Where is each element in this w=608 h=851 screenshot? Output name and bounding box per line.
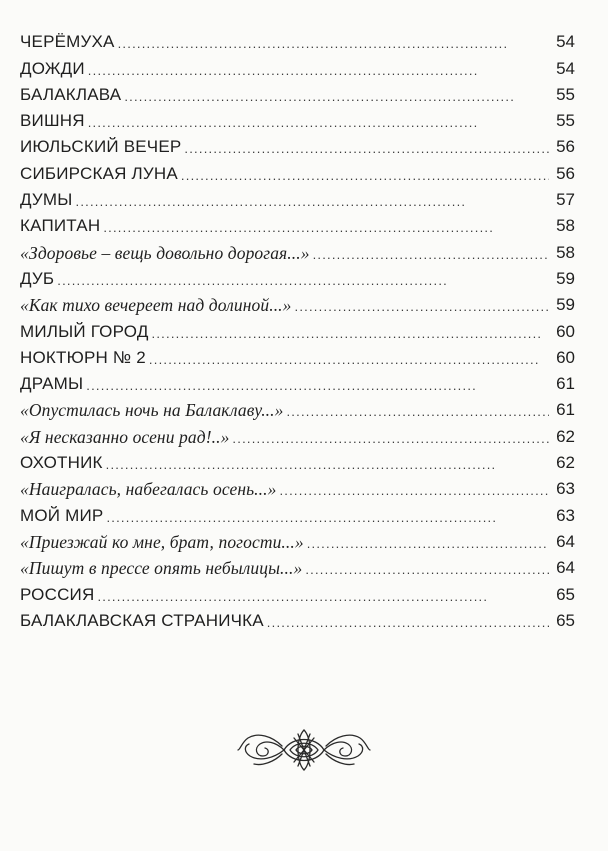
toc-entry[interactable] [20,499,575,525]
dot-leader [88,62,549,79]
toc-entry-title: ИЮЛЬСКИЙ ВЕЧЕР [20,137,182,157]
toc-entry-title: ДУБ [20,268,55,288]
toc-entry-page: 59 [556,295,575,315]
toc-entry-title: РОССИЯ [20,584,95,604]
toc-entry-page: 64 [556,531,575,551]
toc-entry-title: БАЛАКЛАВА [20,84,122,104]
toc-entry[interactable] [20,552,575,578]
toc-entry-page: 61 [556,400,575,420]
toc-entry-title: ДУМЫ [20,190,73,210]
toc-entry-page: 57 [556,190,575,210]
toc-entry-title: НОКТЮРН № 2 [20,347,146,367]
dot-leader [184,140,549,157]
toc-entry-page: 56 [556,137,575,157]
toc-entry[interactable] [20,394,575,420]
toc-entry-title: КАПИТАН [20,216,101,236]
toc-entry[interactable] [20,447,575,473]
dot-leader [124,88,549,105]
dot-leader [181,167,549,184]
toc-entry-title: МОЙ МИР [20,505,104,525]
toc-entry[interactable] [20,342,575,368]
toc-entry-page: 60 [556,347,575,367]
table-of-contents [20,26,575,631]
toc-entry-page: 65 [556,610,575,630]
toc-entry-page: 54 [556,32,575,52]
dot-leader [267,614,549,631]
dot-leader [76,193,549,210]
toc-entry-title: ЧЕРЁМУХА [20,32,115,52]
toc-entry-page: 60 [556,321,575,341]
toc-entry[interactable] [20,26,575,52]
dot-leader [152,325,549,342]
toc-entry[interactable] [20,526,575,552]
dot-leader [313,246,549,263]
dot-leader [103,219,549,236]
decorative-flourish-icon [236,722,372,778]
toc-entry-page: 59 [556,268,575,288]
dot-leader [118,35,549,52]
toc-entry[interactable] [20,605,575,631]
toc-entry-title: ДОЖДИ [20,58,85,78]
toc-entry-page: 64 [556,558,575,578]
toc-entry-title: ОХОТНИК [20,453,103,473]
dot-leader [57,272,549,289]
toc-entry[interactable] [20,315,575,341]
dot-leader [97,588,549,605]
toc-entry-page: 56 [556,163,575,183]
dot-leader [106,456,549,473]
dot-leader [86,377,549,394]
toc-entry-page: 61 [556,374,575,394]
toc-entry-title: «Как тихо вечереет над долиной...» [20,295,292,316]
toc-entry-title: «Наигралась, набегалась осень...» [20,479,277,500]
toc-entry[interactable] [20,263,575,289]
toc-entry-page: 62 [556,426,575,446]
toc-entry-page: 55 [556,111,575,131]
toc-entry-title: ВИШНЯ [20,111,85,131]
toc-entry-title: «Пишут в прессе опять небылицы...» [20,558,303,579]
dot-leader [88,114,549,131]
toc-entry-title: «Приезжай ко мне, брат, погости...» [20,531,304,552]
toc-entry[interactable] [20,79,575,105]
toc-entry-title: СИБИРСКАЯ ЛУНА [20,163,178,183]
toc-entry-page: 55 [556,84,575,104]
toc-entry-title: «Опустилась ночь на Балаклаву...» [20,400,284,421]
toc-entry-page: 58 [556,242,575,262]
toc-entry-page: 65 [556,584,575,604]
toc-entry[interactable] [20,578,575,604]
dot-leader [305,561,549,578]
toc-entry-page: 58 [556,216,575,236]
dot-leader [106,509,549,526]
dot-leader [232,430,549,447]
toc-entry-page: 62 [556,453,575,473]
dot-leader [295,298,549,315]
dot-leader [279,482,549,499]
dot-leader [307,535,549,552]
toc-entry-page: 63 [556,479,575,499]
toc-entry[interactable] [20,184,575,210]
toc-entry[interactable] [20,210,575,236]
toc-entry[interactable] [20,368,575,394]
dot-leader [149,351,549,368]
toc-entry[interactable] [20,473,575,499]
toc-entry-title: «Здоровье – вещь довольно дорогая...» [20,242,310,263]
toc-entry-title: МИЛЫЙ ГОРОД [20,321,149,341]
toc-entry-page: 54 [556,58,575,78]
dot-leader [286,403,549,420]
toc-entry-title: ДРАМЫ [20,374,84,394]
toc-entry-page: 63 [556,505,575,525]
toc-entry-title: БАЛАКЛАВСКАЯ СТРАНИЧКА [20,610,264,630]
toc-entry[interactable] [20,420,575,446]
toc-entry[interactable] [20,157,575,183]
toc-entry[interactable] [20,289,575,315]
toc-entry-title: «Я несказанно осени рад!..» [20,426,230,447]
toc-entry[interactable] [20,52,575,78]
toc-entry[interactable] [20,236,575,262]
toc-entry[interactable] [20,105,575,131]
toc-entry[interactable] [20,131,575,157]
